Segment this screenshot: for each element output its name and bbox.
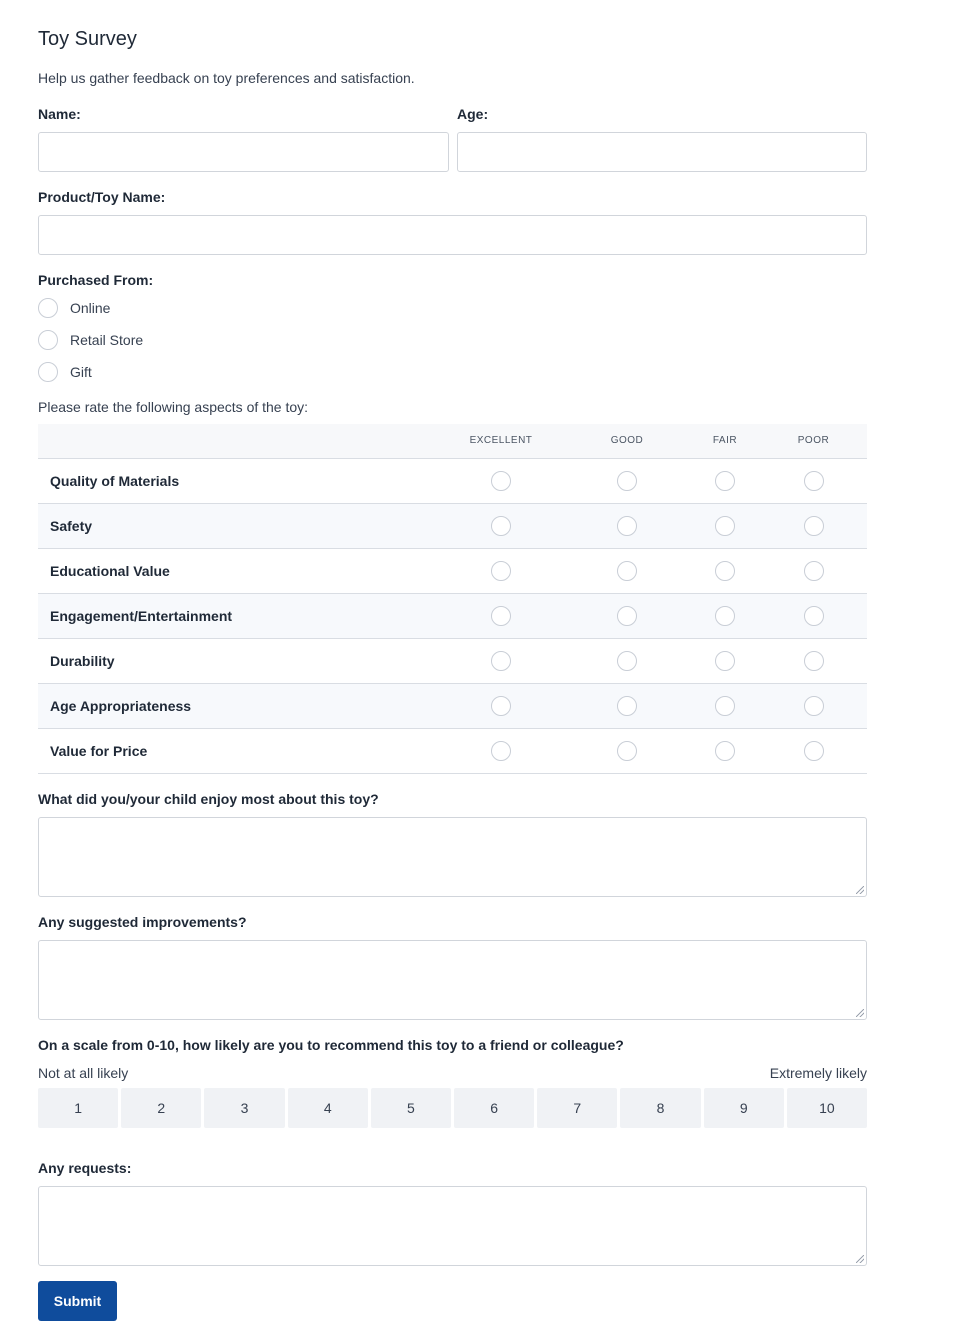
- improvements-textarea[interactable]: [38, 940, 867, 1020]
- rating-row: [38, 548, 867, 593]
- rating-row: [38, 503, 867, 548]
- rating-row: [38, 728, 867, 773]
- scale-button-1[interactable]: 1: [38, 1088, 118, 1128]
- rating-radio-fair[interactable]: [715, 606, 735, 626]
- product-name-input[interactable]: [38, 215, 867, 255]
- rating-col-excellent: EXCELLENT: [438, 424, 564, 458]
- rating-radio-poor[interactable]: [804, 696, 824, 716]
- rating-radio-good[interactable]: [617, 651, 637, 671]
- rating-radio-poor[interactable]: [804, 516, 824, 536]
- rating-radio-poor[interactable]: [804, 561, 824, 581]
- scale-button-6[interactable]: 6: [454, 1088, 534, 1128]
- radio-gift[interactable]: [38, 362, 58, 382]
- requests-label: Any requests:: [38, 1160, 132, 1176]
- rating-radio-poor[interactable]: [804, 471, 824, 491]
- rating-radio-poor[interactable]: [804, 651, 824, 671]
- rating-col-poor: POOR: [760, 424, 867, 458]
- rating-radio-excellent[interactable]: [491, 471, 511, 491]
- rating-radio-poor[interactable]: [804, 741, 824, 761]
- rating-radio-fair[interactable]: [715, 561, 735, 581]
- rating-radio-good[interactable]: [617, 696, 637, 716]
- resize-grip-icon[interactable]: [856, 1255, 864, 1263]
- rating-radio-good[interactable]: [617, 471, 637, 491]
- scale-button-7[interactable]: 7: [537, 1088, 617, 1128]
- enjoy-label: What did you/your child enjoy most about this toy?: [38, 791, 379, 807]
- rating-row-label: Value for Price: [38, 728, 438, 773]
- rating-row-label: Age Appropriateness: [38, 683, 438, 728]
- rating-radio-fair[interactable]: [715, 741, 735, 761]
- rating-row-label: Educational Value: [38, 548, 438, 593]
- name-label: Name:: [38, 106, 81, 122]
- rating-row-label: Quality of Materials: [38, 458, 438, 503]
- rating-radio-good[interactable]: [617, 741, 637, 761]
- radio-retail-store[interactable]: [38, 330, 58, 350]
- rating-col-fair: FAIR: [690, 424, 760, 458]
- rating-radio-good[interactable]: [617, 516, 637, 536]
- radio-online[interactable]: [38, 298, 58, 318]
- rating-row-label: Engagement/Entertainment: [38, 593, 438, 638]
- rating-row: [38, 638, 867, 683]
- rating-matrix: [38, 424, 867, 774]
- scale-button-9[interactable]: 9: [704, 1088, 784, 1128]
- rating-row: [38, 683, 867, 728]
- rating-radio-poor[interactable]: [804, 606, 824, 626]
- rating-radio-fair[interactable]: [715, 696, 735, 716]
- enjoy-textarea[interactable]: [38, 817, 867, 897]
- resize-grip-icon[interactable]: [856, 886, 864, 894]
- rating-header-empty: [38, 424, 438, 458]
- scale-button-10[interactable]: 10: [787, 1088, 867, 1128]
- scale-button-2[interactable]: 2: [121, 1088, 201, 1128]
- nps-scale: [38, 1088, 867, 1128]
- recommend-label: On a scale from 0-10, how likely are you to recommend this toy to a friend or colleague?: [38, 1037, 624, 1053]
- rating-radio-fair[interactable]: [715, 471, 735, 491]
- rating-col-good: GOOD: [564, 424, 690, 458]
- rating-row-label: Safety: [38, 503, 438, 548]
- purchased-option-online[interactable]: [38, 298, 110, 318]
- requests-textarea[interactable]: [38, 1186, 867, 1266]
- product-label: Product/Toy Name:: [38, 189, 166, 205]
- rating-radio-excellent[interactable]: [491, 696, 511, 716]
- rating-radio-excellent[interactable]: [491, 606, 511, 626]
- scale-low-label: Not at all likely: [38, 1065, 129, 1081]
- age-label: Age:: [457, 106, 489, 122]
- purchased-option-gift[interactable]: [38, 362, 92, 382]
- page-subtitle: Help us gather feedback on toy preferences and satisfaction.: [38, 70, 415, 86]
- radio-label-online: Online: [70, 300, 111, 316]
- rating-radio-good[interactable]: [617, 606, 637, 626]
- name-input[interactable]: [38, 132, 449, 172]
- rating-radio-excellent[interactable]: [491, 741, 511, 761]
- rating-row-label: Durability: [38, 638, 438, 683]
- rating-row: [38, 593, 867, 638]
- improvements-label: Any suggested improvements?: [38, 914, 247, 930]
- rating-radio-fair[interactable]: [715, 651, 735, 671]
- rating-radio-excellent[interactable]: [491, 651, 511, 671]
- scale-high-label: Extremely likely: [769, 1065, 867, 1081]
- scale-button-4[interactable]: 4: [288, 1088, 368, 1128]
- rating-prompt: Please rate the following aspects of the toy:: [38, 399, 309, 415]
- radio-label-gift: Gift: [70, 364, 92, 380]
- rating-header-row: [38, 424, 867, 458]
- rating-row: [38, 458, 867, 503]
- scale-button-3[interactable]: 3: [204, 1088, 284, 1128]
- purchased-from-label: Purchased From:: [38, 272, 154, 288]
- page-title: Toy Survey: [38, 28, 137, 50]
- radio-label-retail-store: Retail Store: [70, 332, 144, 348]
- rating-radio-fair[interactable]: [715, 516, 735, 536]
- scale-button-8[interactable]: 8: [620, 1088, 700, 1128]
- submit-button[interactable]: Submit: [38, 1281, 117, 1321]
- purchased-option-retail-store[interactable]: [38, 330, 143, 350]
- rating-radio-excellent[interactable]: [491, 561, 511, 581]
- scale-button-5[interactable]: 5: [371, 1088, 451, 1128]
- age-input[interactable]: [457, 132, 867, 172]
- rating-radio-excellent[interactable]: [491, 516, 511, 536]
- rating-radio-good[interactable]: [617, 561, 637, 581]
- resize-grip-icon[interactable]: [856, 1009, 864, 1017]
